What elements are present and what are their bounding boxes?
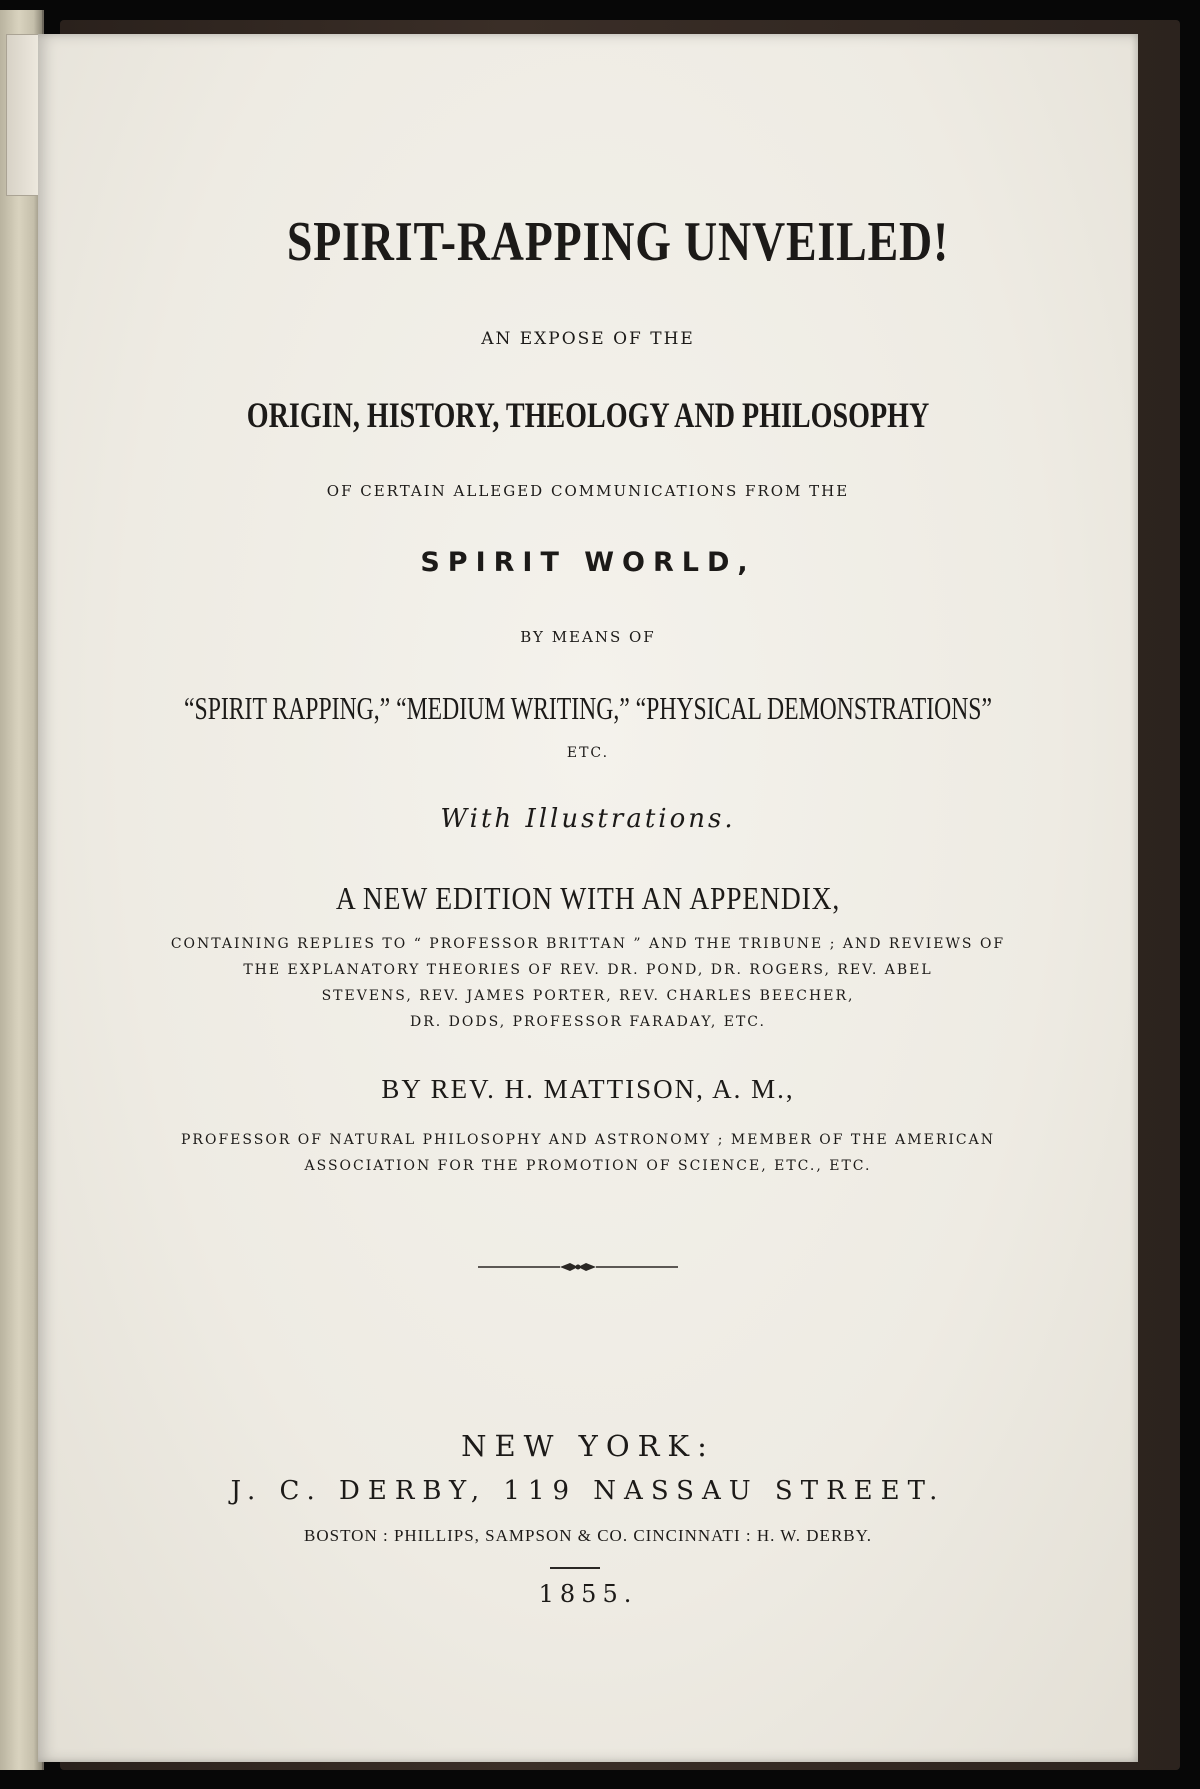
author-titles-line-1: PROFESSOR OF NATURAL PHILOSOPHY AND ASTRONOMY ; MEMBER OF THE AMERICAN bbox=[181, 1132, 995, 1148]
illustrations-line: With Illustrations. bbox=[440, 804, 736, 834]
torn-flap bbox=[6, 34, 42, 196]
appendix-line-2: THE EXPLANATORY THEORIES OF REV. DR. POND, DR. ROGERS, REV. ABEL bbox=[243, 962, 933, 978]
by-means-line: BY MEANS OF bbox=[520, 628, 656, 646]
year-rule bbox=[550, 1567, 600, 1569]
subtitle-intro: AN EXPOSE OF THE bbox=[481, 329, 695, 349]
appendix-line-1: CONTAINING REPLIES TO “ PROFESSOR BRITTAN ” AND THE TRIBUNE ; AND REVIEWS OF bbox=[170, 936, 1006, 952]
author-titles-line-2: ASSOCIATION FOR THE PROMOTION OF SCIENCE, ETC., ETC. bbox=[304, 1158, 872, 1174]
author-line: BY REV. H. MATTISON, A. M., bbox=[381, 1074, 795, 1104]
of-certain-line: OF CERTAIN ALLEGED COMMUNICATIONS FROM THE bbox=[326, 482, 850, 500]
publisher-line: J. C. DERBY, 119 NASSAU STREET. bbox=[230, 1476, 946, 1506]
etc-line: ETC. bbox=[566, 745, 610, 761]
methods-line: “SPIRIT RAPPING,” “MEDIUM WRITING,” “PHYSICAL DEMONSTRATIONS” bbox=[184, 690, 992, 726]
appendix-line-3: STEVENS, REV. JAMES PORTER, REV. CHARLES BEECHER, bbox=[321, 988, 855, 1004]
subjects-line: ORIGIN, HISTORY, THEOLOGY AND PHILOSOPHY bbox=[246, 395, 930, 435]
cities-line: BOSTON : PHILLIPS, SAMPSON & CO. CINCINNATI : H. W. DERBY. bbox=[304, 1526, 872, 1545]
title-page bbox=[38, 34, 1138, 1762]
book-title: SPIRIT-RAPPING UNVEILED! bbox=[286, 211, 950, 273]
ornament-rule bbox=[478, 1260, 678, 1274]
year-line: 1855. bbox=[538, 1580, 638, 1608]
edition-line: A NEW EDITION WITH AN APPENDIX, bbox=[335, 880, 841, 916]
appendix-line-4: DR. DODS, PROFESSOR FARADAY, ETC. bbox=[410, 1014, 766, 1030]
place-line: NEW YORK: bbox=[461, 1429, 715, 1463]
spirit-world-line: SPIRIT WORLD, bbox=[420, 547, 756, 578]
